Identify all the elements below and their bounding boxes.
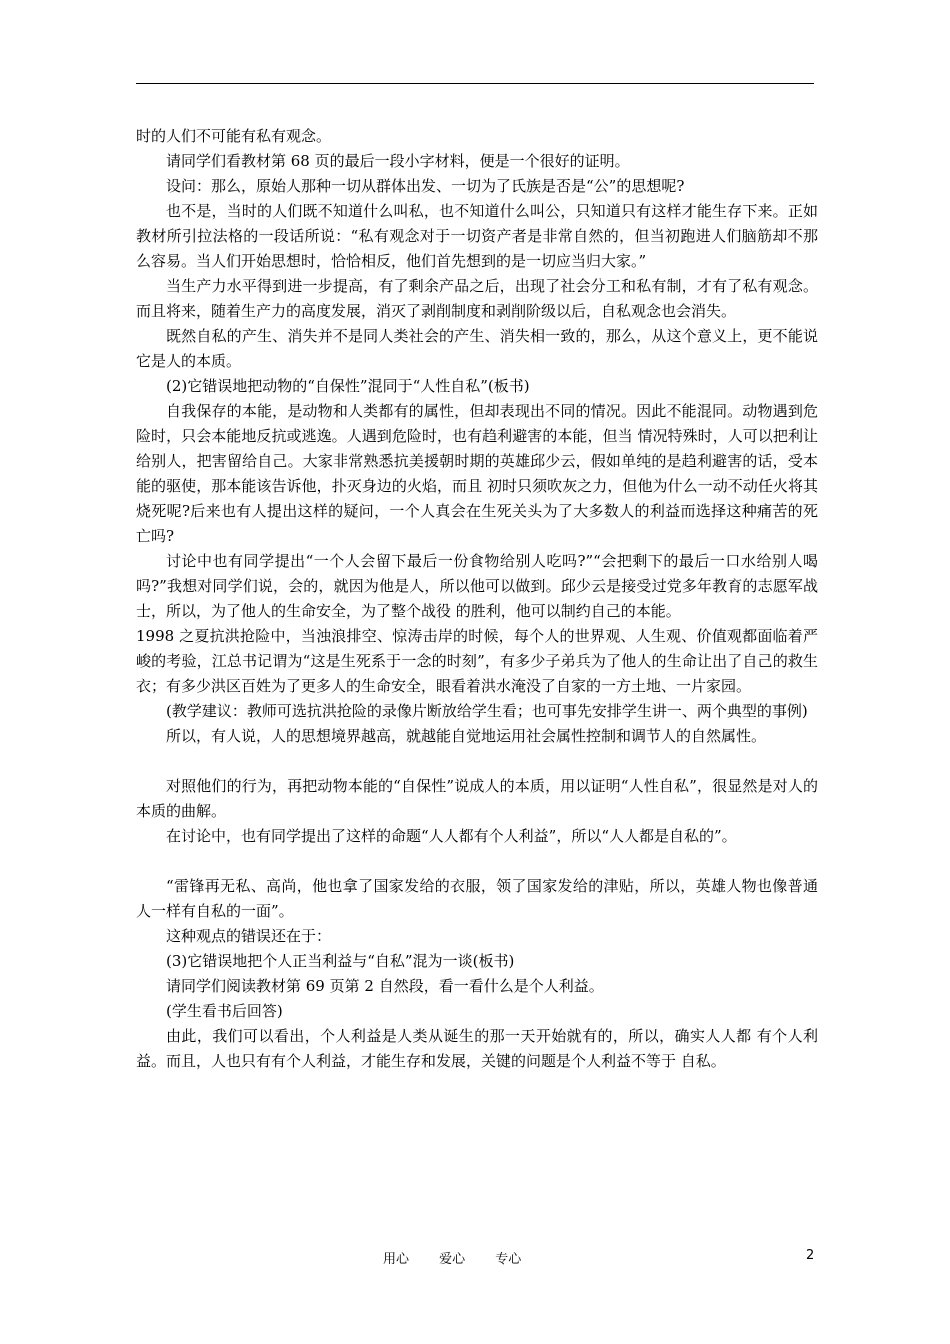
page-footer [0, 1248, 950, 1268]
paragraph: 在讨论中，也有同学提出了这样的命题“人人都有个人利益”，所以“人人都是自私的”。 [166, 827, 737, 845]
paragraph: 对照他们的行为，再把动物本能的“自保性”说成人的本质，用以证明“人性自私”，很显然是对人的本质的曲解。 [136, 777, 818, 820]
paragraph: 请同学们看教材第 68 页的最后一段小字材料，便是一个很好的证明。 [166, 152, 630, 170]
paragraph: 所以，有人说，人的思想境界越高，就越能自觉地运用社会属性控制和调节人的自然属性。 [166, 727, 767, 745]
paragraph: 设问：那么，原始人那种一切从群体出发、一切为了氏族是否是“公”的思想呢? [166, 177, 685, 195]
paragraph: 时的人们不可能有私有观念。 [136, 127, 332, 145]
paragraph: 既然自私的产生、消失并不是同人类社会的产生、消失相一致的，那么，从这个意义上，更不能说它是人的本质。 [136, 327, 818, 370]
page-number: 2 [806, 1248, 815, 1263]
paragraph: (学生看书后回答) [166, 1002, 283, 1020]
footer-motto: 用心 爱心 专心 [383, 1252, 522, 1267]
paragraph: 由此，我们可以看出，个人利益是人类从诞生的那一天开始就有的，所以，确实人人都 有个人利益。而且，人也只有有个人利益，才能生存和发展，关键的问题是个人利益不等于 自私。 [136, 1027, 818, 1070]
paragraph: (教学建议：教师可选抗洪抢险的录像片断放给学生看；也可事先安排学生讲一、两个典型的事例) [166, 702, 808, 720]
paragraph: 请同学们阅读教材第 69 页第 2 自然段，看一看什么是个人利益。 [166, 977, 604, 995]
paragraph: (3)它错误地把个人正当利益与“自私”混为一谈(板书) [166, 952, 515, 970]
paragraph: 也不是，当时的人们既不知道什么叫私，也不知道什么叫公，只知道只有这样才能生存下来。正如教材所引拉法格的一段话所说：“私有观念对于一切资产者是非常自然的，但当初跑进人们脑筋却不那么容易。当人们开始思想时，恰恰相反，他们首先想到的是一切应当归大家。” [136, 202, 818, 270]
paragraph: 1998 之夏抗洪抢险中，当浊浪排空、惊涛击岸的时候，每个人的世界观、人生观、价值观都面临着严峻的考验，江总书记谓为“这是生死系于一念的时刻”，有多少子弟兵为了他人的生命让出了自己的救生衣；有多少洪区百姓为了更多人的生命安全，眼看着洪水淹没了自家的一方土地、一片家园。 [136, 627, 818, 695]
paragraph: 讨论中也有同学提出“一个人会留下最后一份食物给别人吃吗?”“会把剩下的最后一口水给别人喝吗?”我想对同学们说，会的，就因为他是人，所以他可以做到。邱少云是接受过党多年教育的志愿军战士，所以，为了他人的生命安全，为了整个战役 的胜利，他可以制约自己的本能。 [136, 552, 818, 620]
header-rule [136, 83, 814, 84]
paragraph: 当生产力水平得到进一步提高，有了剩余产品之后，出现了社会分工和私有制，才有了私有观念。而且将来，随着生产力的高度发展，消灭了剥削制度和剥削阶级以后，自私观念也会消失。 [136, 277, 818, 320]
paragraph: 自我保存的本能，是动物和人类都有的属性，但却表现出不同的情况。因此不能混同。动物遇到危险时，只会本能地反抗或逃逸。人遇到危险时，也有趋利避害的本能，但当 情况特殊时，人可以把利让给别人，把害留给自己。大家非常熟悉抗美援朝时期的英雄邱少云，假如单纯的是趋利避害的话，受本能的驱使，那本能该告诉他，扑灭身边的火焰，而且 初时只须吹灰之力，但他为什么一动不动任火将其烧死呢?后来也有人提出这样的疑问，一个人真会在生死关头为了大多数人的利益而选择这种痛苦的死亡吗? [136, 402, 818, 545]
paragraph: (2)它错误地把动物的“自保性”混同于“人性自私”(板书) [166, 377, 530, 395]
paragraph: 这种观点的错误还在于： [166, 927, 332, 945]
paragraph: “雷锋再无私、高尚，他也拿了国家发给的衣服，领了国家发给的津贴，所以，英雄人物也像普通人一样有自私的一面”。 [136, 877, 818, 920]
document-body [136, 124, 818, 1074]
